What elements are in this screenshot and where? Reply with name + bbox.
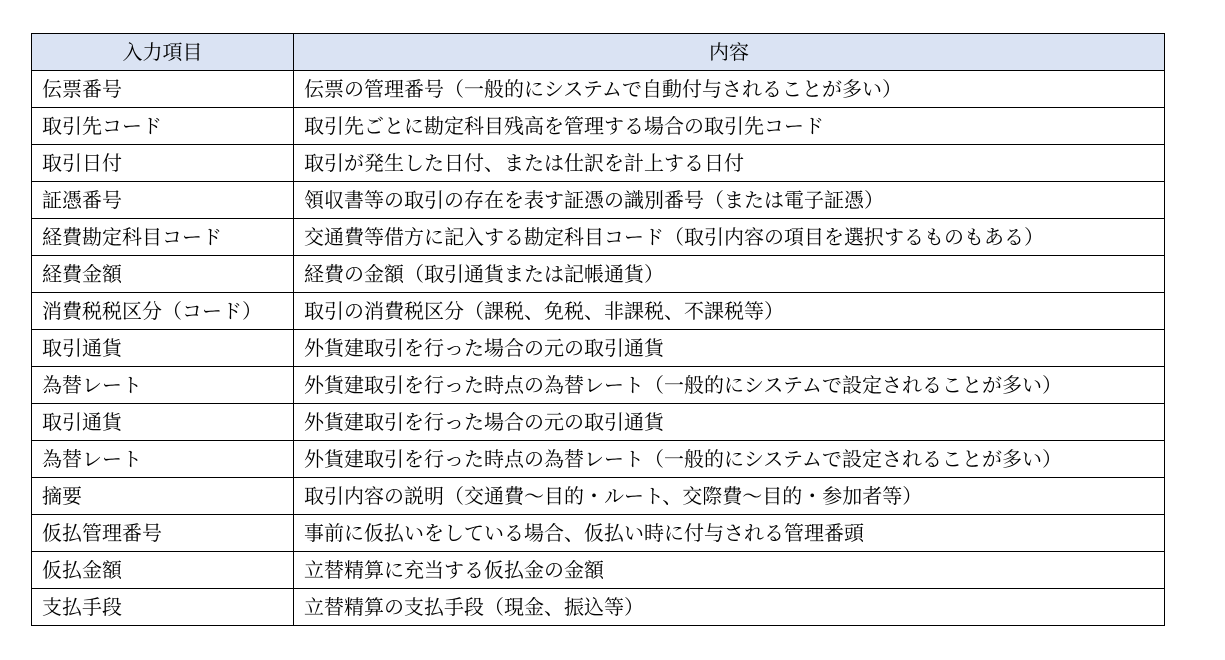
content-cell: 立替精算に充当する仮払金の金額 — [294, 552, 1165, 589]
content-cell: 事前に仮払いをしている場合、仮払い時に付与される管理番頭 — [294, 515, 1165, 552]
input-items-table — [31, 33, 1165, 626]
table-container — [31, 33, 1165, 626]
header-input-item: 入力項目 — [32, 34, 294, 71]
table-row — [32, 552, 1165, 589]
content-cell: 立替精算の支払手段（現金、振込等） — [294, 589, 1165, 626]
item-cell: 取引通貨 — [32, 404, 294, 441]
content-cell: 取引内容の説明（交通費～目的・ルート、交際費～目的・参加者等） — [294, 478, 1165, 515]
header-content: 内容 — [294, 34, 1165, 71]
item-cell: 摘要 — [32, 478, 294, 515]
table-row — [32, 293, 1165, 330]
table-row — [32, 330, 1165, 367]
item-cell: 取引日付 — [32, 145, 294, 182]
item-cell: 支払手段 — [32, 589, 294, 626]
content-cell: 外貨建取引を行った場合の元の取引通貨 — [294, 330, 1165, 367]
content-cell: 取引が発生した日付、または仕訳を計上する日付 — [294, 145, 1165, 182]
item-cell: 経費金額 — [32, 256, 294, 293]
item-cell: 仮払金額 — [32, 552, 294, 589]
content-cell: 取引の消費税区分（課税、免税、非課税、不課税等） — [294, 293, 1165, 330]
table-row — [32, 219, 1165, 256]
table-row — [32, 71, 1165, 108]
table-row — [32, 367, 1165, 404]
content-cell: 伝票の管理番号（一般的にシステムで自動付与されることが多い） — [294, 71, 1165, 108]
content-cell: 外貨建取引を行った時点の為替レート（一般的にシステムで設定されることが多い） — [294, 441, 1165, 478]
content-cell: 外貨建取引を行った場合の元の取引通貨 — [294, 404, 1165, 441]
table-row — [32, 441, 1165, 478]
table-row — [32, 256, 1165, 293]
content-cell: 交通費等借方に記入する勘定科目コード（取引内容の項目を選択するものもある） — [294, 219, 1165, 256]
table-row — [32, 145, 1165, 182]
item-cell: 証憑番号 — [32, 182, 294, 219]
item-cell: 取引先コード — [32, 108, 294, 145]
item-cell: 為替レート — [32, 367, 294, 404]
table-row — [32, 404, 1165, 441]
content-cell: 経費の金額（取引通貨または記帳通貨） — [294, 256, 1165, 293]
header-row — [32, 34, 1165, 71]
table-row — [32, 108, 1165, 145]
item-cell: 為替レート — [32, 441, 294, 478]
content-cell: 外貨建取引を行った時点の為替レート（一般的にシステムで設定されることが多い） — [294, 367, 1165, 404]
item-cell: 消費税税区分（コード） — [32, 293, 294, 330]
item-cell: 仮払管理番号 — [32, 515, 294, 552]
content-cell: 取引先ごとに勘定科目残高を管理する場合の取引先コード — [294, 108, 1165, 145]
item-cell: 経費勘定科目コード — [32, 219, 294, 256]
item-cell: 伝票番号 — [32, 71, 294, 108]
table-row — [32, 515, 1165, 552]
content-cell: 領収書等の取引の存在を表す証憑の識別番号（または電子証憑） — [294, 182, 1165, 219]
table-row — [32, 589, 1165, 626]
item-cell: 取引通貨 — [32, 330, 294, 367]
table-row — [32, 478, 1165, 515]
table-row — [32, 182, 1165, 219]
